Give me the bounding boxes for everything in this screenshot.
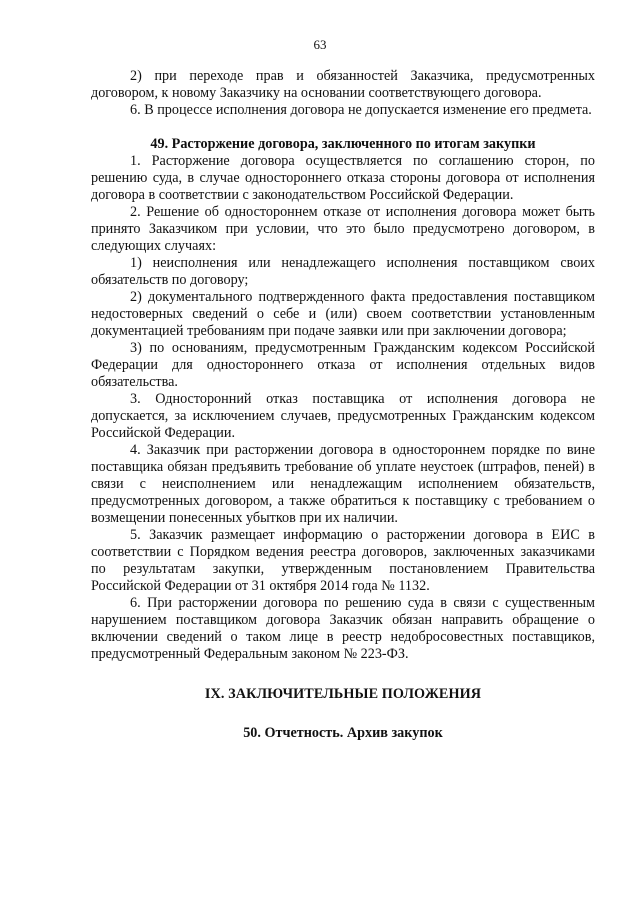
paragraph-49-1: 1. Расторжение договора осуществляется по соглашению сторон, по решению суда, в случае одностороннего отказа стороны договора от исполнения договора в соответствии с законодательством Российской Федерации. bbox=[91, 153, 595, 203]
paragraph-49-3: 3. Односторонний отказ поставщика от исполнения договора не допускается, за исключением случаев, предусмотренных Гражданским кодексом Российской Федерации. bbox=[91, 391, 595, 441]
page-number: 63 bbox=[313, 37, 327, 52]
paragraph-49-2-item-1: 1) неисполнения или ненадлежащего исполнения поставщиком своих обязательств по договору; bbox=[91, 255, 595, 288]
paragraph-49-5: 5. Заказчик размещает информацию о расторжении договора в ЕИС в соответствии с Порядком ведения реестра договоров, заключенных заказчиками по результатам закупки, утвержденным постановлением Правительства Российской Федерации от 31 октября 2014 года № 1132. bbox=[91, 527, 595, 594]
paragraph-subject-unchangeable: 6. В процессе исполнения договора не допускается изменение его предмета. bbox=[130, 102, 592, 118]
paragraph-49-2: 2. Решение об одностороннем отказе от исполнения договора может быть принято Заказчиком при условии, что это было предусмотрено договором, в следующих случаях: bbox=[91, 204, 595, 254]
section-50-title: 50. Отчетность. Архив закупок bbox=[243, 725, 443, 741]
section-49-title: 49. Расторжение договора, заключенного по итогам закупки bbox=[150, 136, 536, 152]
document-body bbox=[91, 68, 595, 742]
paragraph-49-2-item-2: 2) документального подтвержденного факта предоставления поставщиком недостоверных сведений о себе и (или) своем соответствии установленным документацией требованиям при подаче заявки или при заключении договора; bbox=[91, 289, 595, 339]
paragraph-49-2-item-3: 3) по основаниям, предусмотренным Гражданским кодексом Российской Федерации для одностороннего отказа от исполнения отдельных видов обязательства. bbox=[91, 340, 595, 390]
paragraph-49-4: 4. Заказчик при расторжении договора в одностороннем порядке по вине поставщика обязан предъявить требование об уплате неустоек (штрафов, пеней) в связи с неисполнением или ненадлежащим исполнением обязательств, предусмотренных договором, а также обратиться к поставщику с требованием о возмещении понесенных убытков при их наличии. bbox=[91, 442, 595, 526]
part-ix-heading: IX. ЗАКЛЮЧИТЕЛЬНЫЕ ПОЛОЖЕНИЯ bbox=[204, 686, 482, 702]
paragraph-49-6: 6. При расторжении договора по решению суда в связи с существенным нарушением поставщиком договора Заказчик обязан направить обращение о включении сведений о таком лице в реестр недобросовестных поставщиков, предусмотренный Федеральным законом № 223-ФЗ. bbox=[91, 595, 595, 662]
paragraph-transfer-rights: 2) при переходе прав и обязанностей Заказчика, предусмотренных договором, к новому Заказчику на основании соответствующего договора. bbox=[91, 68, 595, 101]
